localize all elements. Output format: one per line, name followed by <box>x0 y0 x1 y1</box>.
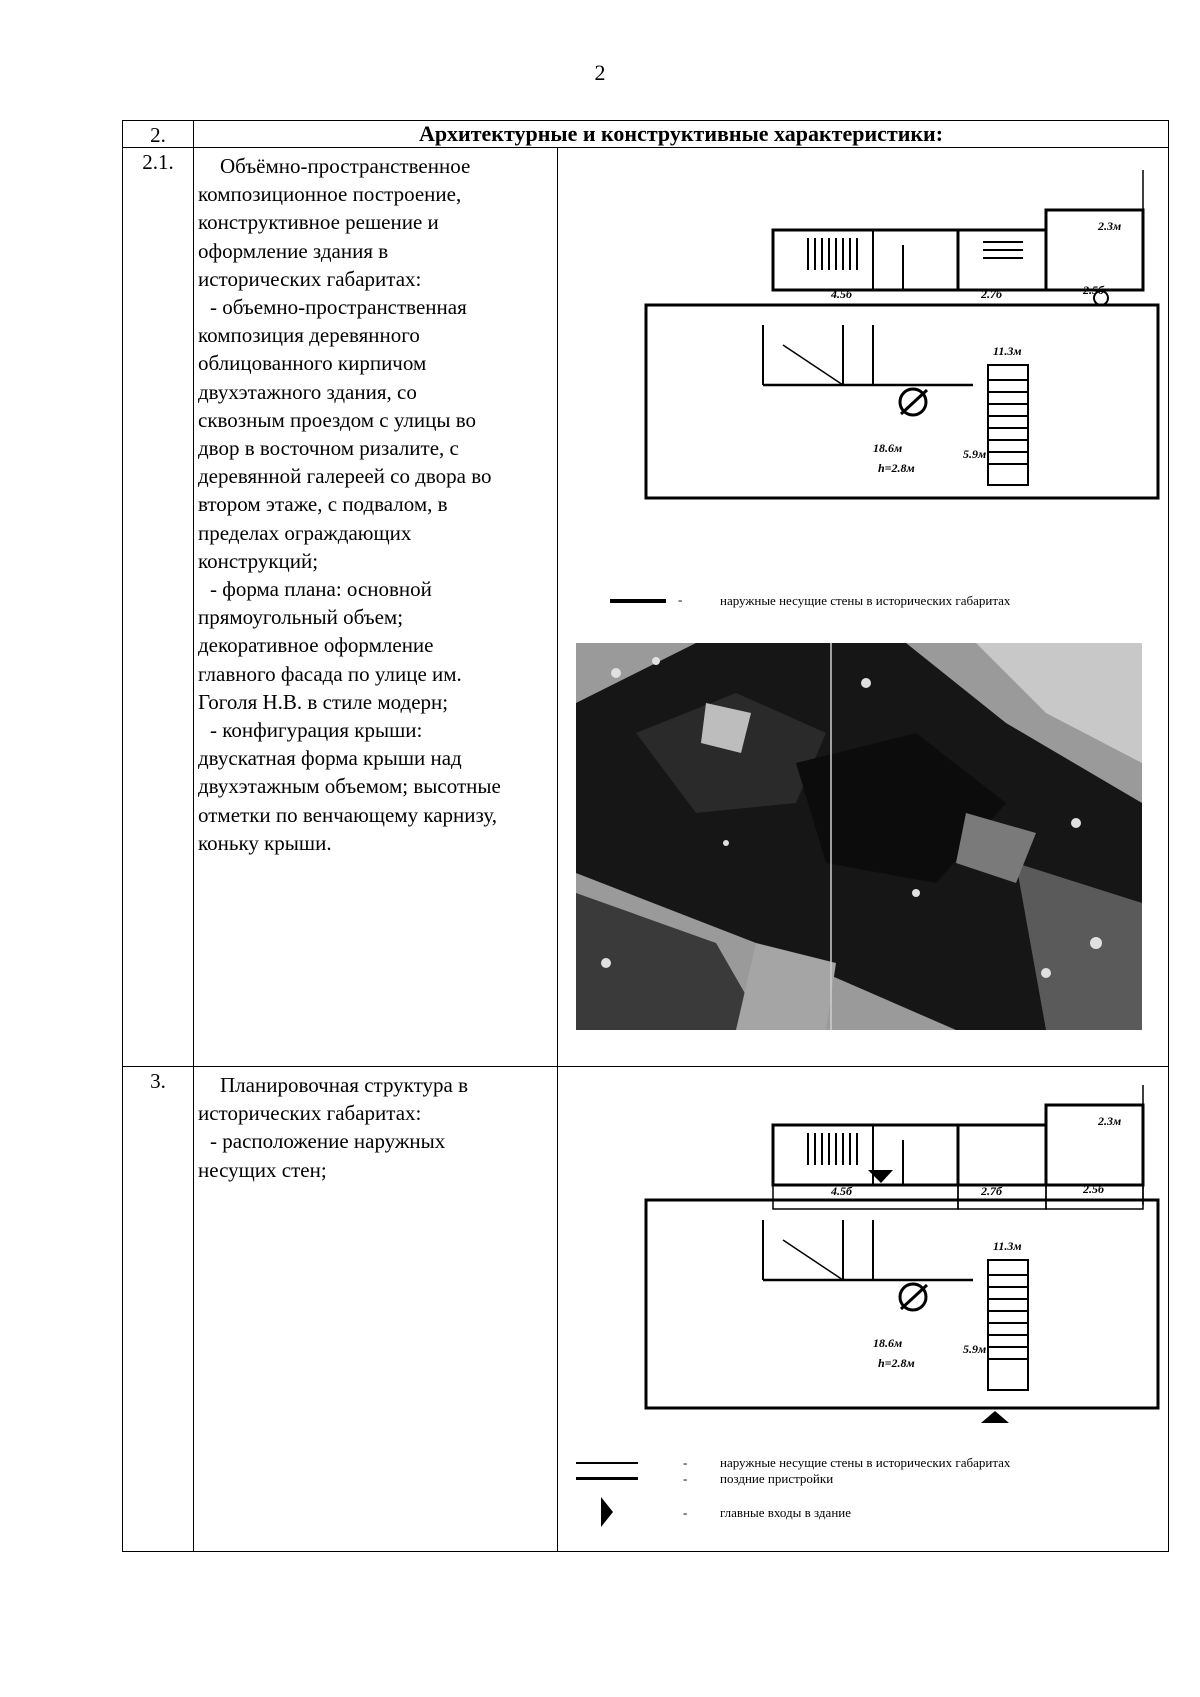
text-line: оформление здания в <box>198 238 389 263</box>
text-line: Объёмно-пространственное <box>220 154 471 178</box>
text-line: несущих стен; <box>198 1157 327 1182</box>
row-2-1-text <box>194 148 558 1067</box>
text-line: сквозным проездом с улицы во <box>198 407 477 432</box>
plan-label: 4.5б <box>831 287 852 301</box>
row-3-figures <box>558 1067 1169 1552</box>
section-title: Архитектурные и конструктивные характеристики: <box>194 121 1169 148</box>
text-line: Планировочная структура в <box>220 1073 468 1097</box>
plan-label: 5.9м <box>963 447 987 461</box>
text-line: - объемно-пространственная <box>210 295 467 320</box>
text-line: - расположение наружных <box>210 1129 446 1154</box>
legend-dash: - <box>683 1471 688 1486</box>
legend-later-text: поздние пристройки <box>720 1471 834 1486</box>
floor-plan-historic <box>643 170 1163 510</box>
legend-later-line <box>576 1477 638 1480</box>
legend-walls-text: наружные несущие стены в исторических габаритах <box>720 1455 1011 1470</box>
text-line: пределах ограждающих <box>198 520 412 545</box>
text-line: композиция деревянного <box>198 323 420 348</box>
text-line: двускатная форма крыши над <box>198 746 462 771</box>
plan-label: h=2.8м <box>878 1356 915 1370</box>
entrance-arrow-icon <box>981 1411 1009 1423</box>
text-line: исторических габаритах: <box>198 1101 422 1126</box>
page-number: 2 <box>594 60 606 85</box>
text-line: - форма плана: основной <box>210 577 432 602</box>
plan-label: 2.5б <box>1083 283 1104 297</box>
text-line: облицованного кирпичом <box>198 351 427 376</box>
text-line: двухэтажного здания, со <box>198 379 417 404</box>
text-line: конструктивное решение и <box>198 210 439 235</box>
plan-label: 4.5б <box>831 1184 852 1198</box>
legend-dash: - <box>678 592 683 607</box>
text-line: - конфигурация крыши: <box>210 718 423 743</box>
legend-wall-line <box>610 599 666 603</box>
row-3-number: 3. <box>123 1067 194 1552</box>
text-line: композиционное построение, <box>198 182 462 207</box>
text-line: отметки по венчающему карнизу, <box>198 802 498 827</box>
plan-label: 11.3м <box>993 344 1022 358</box>
legend-entrances-text: главные входы в здание <box>720 1505 852 1520</box>
row-3-text <box>194 1067 558 1552</box>
plan-label: 18.6м <box>873 1336 903 1350</box>
text-line: коньку крыши. <box>198 830 332 855</box>
text-line: двухэтажным объемом; высотные <box>198 774 501 799</box>
plan-label: 2.7б <box>981 287 1002 301</box>
plan-label: 2.7б <box>981 1184 1002 1198</box>
plan-label: h=2.8м <box>878 461 915 475</box>
legend-wall-line <box>576 1462 638 1464</box>
floor-plan-structure <box>643 1085 1163 1425</box>
row-2-1-figures <box>558 148 1169 1067</box>
aerial-photo <box>576 643 1142 1030</box>
legend-dash: - <box>683 1505 688 1520</box>
plan-label: 18.6м <box>873 441 903 455</box>
text-line: прямоугольный объем; <box>198 605 404 630</box>
row-3 <box>123 1067 1169 1552</box>
text-line: конструкций; <box>198 548 319 573</box>
plan-label: 11.3м <box>993 1239 1022 1253</box>
plan-label: 2.3м <box>1098 1114 1122 1128</box>
plan-label: 2.3м <box>1098 219 1122 233</box>
section-header-row <box>123 121 1169 148</box>
text-line: декоративное оформление <box>198 633 434 658</box>
text-line: исторических габаритах: <box>198 266 422 291</box>
text-line: деревянной галереей со двора во <box>198 464 492 489</box>
plan-label: 5.9м <box>963 1342 987 1356</box>
text-line: главного фасада по улице им. <box>198 661 462 686</box>
entrance-legend-icon <box>601 1497 615 1527</box>
plan-label: 2.5б <box>1083 1182 1104 1196</box>
row-2-1-number: 2.1. <box>123 148 194 1067</box>
row-2-1 <box>123 148 1169 1067</box>
entrance-arrow-icon <box>868 1170 893 1183</box>
text-line: двор в восточном ризалите, с <box>198 436 459 461</box>
characteristics-table <box>122 120 1169 1552</box>
text-line: Гоголя Н.В. в стиле модерн; <box>198 689 449 714</box>
section-number: 2. <box>123 121 194 148</box>
legend-dash: - <box>683 1455 688 1470</box>
legend-walls-text: наружные несущие стены в исторических габаритах <box>720 593 1011 608</box>
text-line: втором этаже, с подвалом, в <box>198 492 448 517</box>
